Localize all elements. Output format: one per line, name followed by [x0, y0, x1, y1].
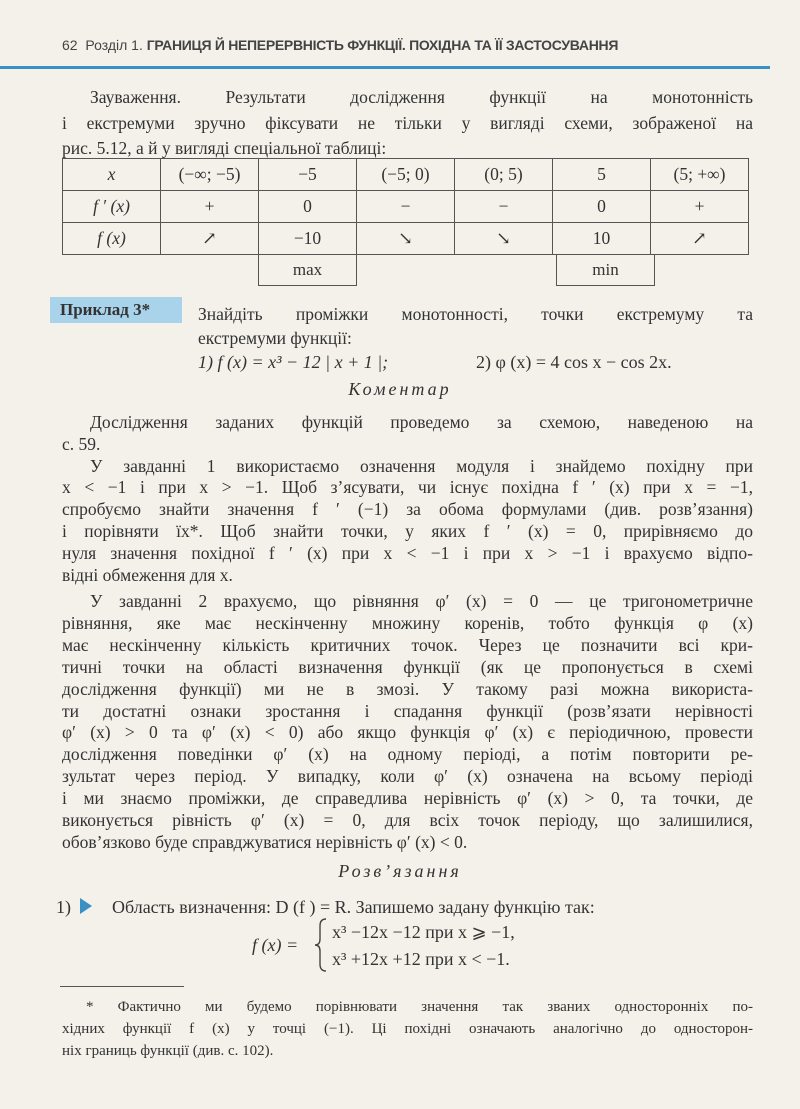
table-cell: ↘	[357, 223, 455, 255]
table-cell: ↘	[455, 223, 553, 255]
comment-line: має нескінченну кількість критичних точок. Через це позначити всі кри-	[62, 634, 753, 655]
comment-line: нуля значення похідної f ′ (x) при x < −1 і при x > −1 і врахуємо відпо-	[62, 542, 753, 563]
comment-line: φ′ (x) > 0 та φ′ (x) < 0) або якщо функція φ′ (x) є періодичною, провести	[62, 722, 753, 743]
table-cell: −10	[259, 223, 357, 255]
comment-line: с. 59.	[62, 433, 101, 454]
table-cell: −	[455, 191, 553, 223]
footnote-line: ніх границь функції (див. с. 102).	[62, 1043, 274, 1059]
section-label: Розділ 1.	[85, 37, 143, 53]
comment-title: Коментар	[348, 379, 452, 399]
table-row	[63, 223, 749, 255]
table-cell: ↗	[651, 223, 749, 255]
table-cell: −	[357, 191, 455, 223]
table-cell: −5	[259, 159, 357, 191]
comment-line: ти достатні ознаки зростання і спадання функції (розв’язати нерівності	[62, 700, 753, 721]
solution-line: Область визначення: D (f ) = R. Запишемо задану функцію так:	[112, 897, 595, 917]
table-cell: (−5; 0)	[357, 159, 455, 191]
case-1: x³ −12x −12 при x ⩾ −1,	[332, 922, 515, 942]
min-label: min	[556, 254, 655, 286]
comment-line: виконується рівність φ′ (x) = 0, для всіх точок періоду, що залишилися,	[62, 810, 753, 830]
comment-line: зультат через період. У випадку, коли φ′ (x) означена на всьому періоді	[62, 766, 753, 787]
monotonicity-table	[62, 158, 749, 255]
table-row	[63, 159, 749, 191]
brace-icon	[314, 918, 328, 972]
table-cell: 0	[259, 191, 357, 223]
table-row	[63, 191, 749, 223]
solution-title: Розв’язання	[338, 861, 462, 881]
example-line: екстремуми функції:	[198, 328, 352, 348]
table-cell: 0	[553, 191, 651, 223]
function-lhs: f (x) =	[252, 935, 299, 955]
table-cell: f (x)	[63, 223, 161, 255]
example-line: Знайдіть проміжки монотонності, точки екстремуму та	[198, 304, 753, 324]
max-label: max	[258, 254, 357, 286]
running-header	[62, 37, 618, 53]
table-cell: x	[63, 159, 161, 191]
comment-line: рівняння, яке має нескінченну множину коренів, тобто функція φ (x)	[62, 612, 753, 633]
table-cell: 10	[553, 223, 651, 255]
remark-line: рис. 5.12, а й у вигляді спеціальної таблиці:	[62, 138, 387, 158]
table-cell: ↗	[161, 223, 259, 255]
footnote-line: хідних функції f (x) у точці (−1). Ці похідні означають аналогічно до односторон-	[62, 1021, 753, 1037]
header-rule	[0, 66, 770, 69]
table-cell: +	[161, 191, 259, 223]
comment-line: У завданні 2 врахуємо, що рівняння φ′ (x) = 0 — це тригонометричне	[90, 591, 753, 611]
comment-line: відні обмеження для x.	[62, 564, 233, 585]
comment-line: дослідження функції) ми не в змозі. У такому разі можна використа-	[62, 678, 753, 699]
table-cell: f ′ (x)	[63, 191, 161, 223]
comment-line: дослідження поведінки φ′ (x) на одному періоді, а потім повторити ре-	[62, 744, 753, 765]
example-badge: Приклад 3*	[50, 297, 182, 323]
comment-line: обов’язково буде справджуватися нерівність φ′ (x) < 0.	[62, 831, 468, 852]
remark-line: і екстремуми зручно фіксувати не тільки у вигляді схеми, зображеної на	[62, 113, 753, 133]
page-number: 62	[62, 37, 78, 53]
comment-line: У завданні 1 використаємо означення модуля і знайдемо похідну при	[90, 455, 753, 476]
table-cell: (5; +∞)	[651, 159, 749, 191]
solution-marker-icon	[80, 898, 92, 914]
table-cell: (−∞; −5)	[161, 159, 259, 191]
comment-line: тичні точки на області визначення функції (як це пропонується в схемі	[62, 656, 753, 677]
comment-line: Дослідження заданих функцій проведемо за схемою, наведеною на	[90, 412, 753, 432]
table-cell: (0; 5)	[455, 159, 553, 191]
table-cell: 5	[553, 159, 651, 191]
step-number: 1)	[56, 897, 71, 917]
chapter-title: ГРАНИЦЯ Й НЕПЕРЕРВНІСТЬ ФУНКЦІЇ. ПОХІДНА ТА ЇЇ ЗАСТОСУВАННЯ	[146, 37, 619, 53]
table-cell: +	[651, 191, 749, 223]
footnote-rule	[60, 986, 184, 987]
comment-line: і порівняти їх*. Щоб знайти точки, у яких f ′ (x) = 0, прирівняємо до	[62, 521, 753, 541]
remark-line: Зауваження. Результати дослідження функції на монотонність	[90, 87, 753, 107]
case-2: x³ +12x +12 при x < −1.	[332, 949, 510, 969]
comment-line: спробуємо знайти значення f ′ (−1) за обома формулами (див. розв’язання)	[62, 499, 753, 520]
footnote-line: * Фактично ми будемо порівнювати значення так званих односторонніх по-	[86, 999, 753, 1015]
task-1: 1) f (x) = x³ − 12 | x + 1 |;	[198, 352, 389, 372]
task-2: 2) φ (x) = 4 cos x − cos 2x.	[476, 352, 672, 372]
comment-line: і ми знаємо проміжки, де справедлива нерівність φ′ (x) > 0, та точки, де	[62, 788, 753, 809]
comment-line: x < −1 і при x > −1. Щоб з’ясувати, чи існує похідна f ′ (x) при x = −1,	[62, 477, 753, 498]
